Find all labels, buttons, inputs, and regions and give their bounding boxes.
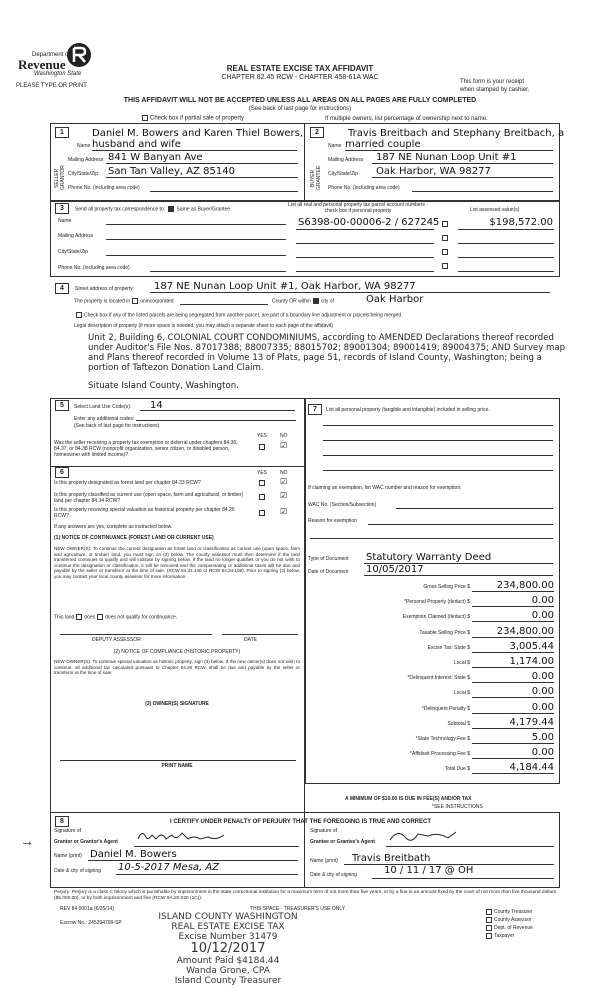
section-4-number: 4 (55, 283, 69, 294)
s5-yes-checkbox[interactable] (259, 444, 265, 450)
tax-row-label: *Delinquent Interest: State $ (407, 675, 470, 681)
doc-type: Statutory Warranty Deed (366, 552, 492, 563)
segregated-row: Check box if any of the listed parcels are being segregated from another parcel, are part of a boundary line adjustment or parcels being merged. (74, 312, 403, 318)
copy-cb-taxpayer[interactable] (486, 933, 492, 939)
escrow-number: 245394799-SP (88, 920, 122, 926)
continuance-row: This land does does not qualify for continuance. (54, 614, 178, 621)
seller-signature (136, 827, 226, 845)
personal-property-label: List all personal property (tangible and intangible) included in selling price. (326, 407, 490, 413)
print-name-label: PRINT NAME (161, 763, 193, 769)
seller-date-label: Date & city of signing (54, 868, 101, 874)
agency-line1: Department of (32, 52, 71, 58)
tax-row-label: Exemption Claimed (deduct) $ (402, 614, 470, 620)
section-6-number: 6 (55, 467, 69, 478)
tax-row-value: 4,184.44 (509, 762, 554, 773)
value-header: List assessed value(s) (470, 207, 520, 213)
seller-phone-label: Phone No. (including area code) (68, 185, 140, 191)
seller-address: 841 W Banyan Ave (108, 152, 203, 163)
s6-q2-no[interactable]: ☑ (280, 491, 288, 500)
tax-row-label: Excise Tax: State $ (427, 645, 470, 651)
partial-sale-row: Check box if partial sale of property (140, 115, 244, 122)
seller-city: San Tan Valley, AZ 85140 (108, 166, 235, 177)
doc-type-label: Type of Document (308, 556, 349, 562)
warning-text: THIS AFFIDAVIT WILL NOT BE ACCEPTED UNLESS ALL AREAS ON ALL PAGES ARE FULLY COMPLETED (123, 97, 477, 104)
segregated-checkbox[interactable] (76, 312, 82, 318)
s3-phone-label: Phone No. (including area code) (58, 265, 130, 271)
seller-city-label: City/State/Zip (68, 171, 99, 177)
treasurer-use-only: THIS SPACE - TREASURER'S USE ONLY (250, 906, 346, 912)
tax-row-value: 234,800.00 (496, 626, 554, 637)
parcel-cb-3[interactable] (442, 249, 448, 255)
reason-label: Reason for exemption (308, 518, 357, 524)
seller-date-city: 10-5-2017 Mesa, AZ (118, 862, 220, 873)
within-row: County OR within city of (272, 298, 334, 305)
section-3-number: 3 (55, 203, 69, 214)
tax-row-label: Total Due $ (444, 766, 470, 772)
located-row: The property is located in unincorporated (74, 298, 174, 305)
property-city: Oak Harbor (366, 294, 424, 305)
buyer-sig-label1: Signature of (310, 828, 337, 834)
seller-side-label: SELLER GRANTOR (54, 165, 66, 191)
s5-no-header: NO (280, 433, 288, 439)
buyer-name-line2: married couple (345, 139, 421, 150)
s6-q1-yes[interactable] (259, 480, 265, 486)
doc-date: 10/05/2017 (366, 564, 424, 575)
land-use-code: 14 (150, 400, 163, 411)
s6-q3: Is this property receiving special valuation as historical property per chapter 84.26 RCW? (54, 507, 235, 519)
s6-q1: Is this property designated as forest land per chapter 84.33 RCW? (54, 480, 201, 486)
certify-statement: I CERTIFY UNDER PENALTY OF PERJURY THAT THE FOREGOING IS TRUE AND CORRECT (170, 819, 432, 825)
tax-row-value: 0.00 (531, 686, 554, 697)
agency-line2: Revenue (18, 57, 66, 72)
s6-q2-yes[interactable] (259, 494, 265, 500)
tax-row-value: 234,800.00 (496, 580, 554, 591)
seller-sig-label1: Signature of (54, 828, 81, 834)
buyer-city-label: City/State/Zip (328, 171, 359, 177)
s6-q2: Is this property classified as current use (open space, farm and agricultural, or timber) land per chapter 84.34 RCW? (54, 492, 244, 504)
tax-row-value: 0.00 (531, 595, 554, 606)
wac-label: WAC No. (Section/Subsection) (308, 502, 377, 508)
notice2-title: (2) NOTICE OF COMPLIANCE (HISTORIC PROPERTY) (113, 649, 241, 655)
tax-row-value: 0.00 (531, 610, 554, 621)
tax-row-label: Local $ (453, 660, 470, 666)
form-chapter: CHAPTER 82.45 RCW - CHAPTER 458-61A WAC (221, 74, 379, 81)
section-1-number: 1 (55, 127, 69, 138)
copy-distribution: County Treasurer County Assessor Dept. of Revenue Taxpayer (484, 908, 533, 940)
parcel-number: S6398-00-00006-2 / 627245 (298, 217, 440, 228)
tax-row-value: 1,174.00 (509, 656, 554, 667)
tax-row-label: *Personal Property (deduct) $ (404, 599, 470, 605)
if-yes-note: If any answers are yes, complete as instructed below. (54, 524, 173, 530)
section-2-number: 2 (310, 127, 324, 138)
unincorporated-checkbox[interactable] (132, 298, 138, 304)
type-note: PLEASE TYPE OR PRINT (16, 83, 87, 89)
seller-address-label: Mailing Address (68, 157, 104, 163)
doc-date-label: Date of Document (308, 569, 349, 575)
form-title: REAL ESTATE EXCISE TAX AFFIDAVIT (226, 64, 374, 73)
s3-city-label: City/State/Zip (58, 249, 89, 255)
section-7-number: 7 (308, 404, 322, 415)
buyer-date-label: Date & city of signing (310, 872, 357, 878)
exemption-question: Was the seller receiving a property tax exemption or deferral under chapters 84.36, 84.37, or 84.38 RCW (nonprofit organization, senior citizen, or disabled person, homeowner with limited income)? (54, 440, 238, 458)
receipt-note2: when stamped by cashier. (460, 87, 530, 93)
tax-row-label: Gross Selling Price $ (423, 584, 470, 590)
section-8-number: 8 (55, 816, 69, 827)
s3-address-label: Mailing Address (58, 233, 94, 239)
s6-no-header: NO (280, 470, 288, 476)
s3-name-label: Name (58, 218, 72, 224)
tax-row-label: Local $ (453, 690, 470, 696)
seller-print-name: Daniel M. Bowers (90, 849, 177, 860)
tax-row-value: 3,005.44 (509, 641, 554, 652)
notice2-text: NEW OWNER(S): To continue special valuation as historic property, sign (3) below. If the new owner(s) does not wish to continue, all additional tax calculated pursuant to Chapter 84.26 RCW, shall be due and payable by the seller or transferor at the time of sale. (54, 659, 300, 676)
buyer-date-city: 10 / 11 / 17 @ OH (384, 865, 474, 876)
deputy-assessor-label: DEPUTY ASSESSOR (92, 637, 141, 643)
additional-codes-label: Enter any additional codes: (74, 416, 135, 422)
copy-cb-dor[interactable] (486, 925, 492, 931)
same-as-buyer-checkbox[interactable] (168, 206, 174, 212)
buyer-city: Oak Harbor, WA 98277 (376, 166, 491, 177)
receipt-note1: This form is your receipt (460, 79, 525, 85)
copy-cb-treasurer[interactable] (486, 909, 492, 915)
legal-label: Legal description of property (if more space is needed, you may attach a separate sheet to each page of the affidavit) (74, 323, 333, 329)
tax-row-label: Taxable Selling Price $ (419, 630, 470, 636)
arrow-icon: → (20, 833, 34, 849)
city-checkbox[interactable] (313, 298, 319, 304)
seller-name-print-label: Name (print) (54, 853, 82, 859)
additional-codes-note: (See back of last page for instructions) (74, 423, 160, 429)
parcel-cb-2[interactable] (442, 235, 448, 241)
perjury-note: Perjury: Perjury is a class C felony which is punishable by imprisonment in the state correctional institution for a maximum term of not more than five years, or by a fine in an amount fixed by the court of not more than five thousand dollars ($5,000.00), or by both imprisonment and fine (RCW 9A.20.020 (1C)). (54, 890, 557, 901)
notice1-title: (1) NOTICE OF CONTINUANCE (FOREST LAND OR CURRENT USE) (54, 535, 214, 541)
buyer-name-print-label: Name (print) (310, 858, 338, 864)
notice1-text: NEW OWNER(S): To continue the current designation as forest land or classification as current use (open space, farm and agriculture, or timber) land, you must sign on (3) below. The county assessor must then determine if the land transferred continues to qualify and will indicate by signing below. If the land no longer qualifies or you do not wish to continue the designation or classification, it will be removed and the compensating or additional taxes will be due and payable by the seller or transferor at the time of sale. (RCW 84.33.140 or RCW 84.34.108). Prior to signing (3) below, you may contact your local county assessor for more information. (54, 546, 300, 579)
minimum-note: A MINIMUM OF $10.00 IS DUE IN FEE(S) AND/OR TAX (345, 796, 472, 802)
s6-yes-header: YES (257, 470, 268, 476)
buyer-signature (388, 826, 458, 846)
buyer-name-label: Name (328, 143, 342, 149)
treasurer-stamp: ISLAND COUNTY WASHINGTON REAL ESTATE EXCISE TAX Excise Number 31479 10/12/2017 Amount Paid $4184.44 Wanda Grone, CPA Island County Treasurer (158, 912, 298, 986)
tax-row-label: *State Technology Fee $ (415, 736, 470, 742)
see-back-note: (See back of last page for instructions) (248, 106, 352, 112)
escrow-row: Escrow No.: 245394799-SP (60, 920, 122, 926)
s5-yes-header: YES (257, 433, 268, 439)
tax-row-value: 4,179.44 (509, 717, 554, 728)
tax-row-value: 0.00 (531, 747, 554, 758)
does-checkbox[interactable] (76, 614, 82, 620)
tax-row-value: 0.00 (531, 671, 554, 682)
tax-row-value: 5.00 (531, 732, 554, 743)
agency-line3: Washington State (34, 71, 82, 77)
buyer-sig-label2: Grantee or Grantee's Agent (310, 839, 375, 845)
legal-description: Unit 2, Building 6, COLONIAL COURT CONDOMINIUMS, according to AMENDED Declarations thereof recorded under Auditor's File Nos. 87017388; 88007335; 88015702; 89001304; 89001419; 89004375; AND Survey map and Plans thereof recorded in Volume 13 of Plats, page 51, records of Island County, Washington; being a portion of Taftezon Donation Land Claim. Situate Island County, Washington. (88, 333, 566, 391)
rev-number: REV 84 0001a (6/25/14) (60, 906, 114, 912)
buyer-address-label: Mailing Address (328, 157, 364, 163)
street-address: 187 NE Nunan Loop Unit #1, Oak Harbor, WA 98277 (154, 281, 416, 292)
parcel-cb-1[interactable] (442, 221, 448, 227)
send-correspondence: Send all property tax correspondence to: Same as Buyer/Grantee (75, 206, 231, 213)
buyer-name-line1: Travis Breitbach and Stephany Breitbach, a (348, 128, 565, 139)
section-5-number: 5 (55, 400, 69, 411)
seller-sig-label2: Grantor or Grantor's Agent (54, 839, 118, 845)
does-not-checkbox[interactable] (97, 614, 103, 620)
assessed-value: $198,572.00 (489, 217, 553, 228)
partial-sale-checkbox[interactable] (142, 115, 148, 121)
buyer-address: 187 NE Nunan Loop Unit #1 (376, 152, 517, 163)
parcel-cb-4[interactable] (442, 263, 448, 269)
s6-q1-no[interactable]: ☑ (280, 477, 288, 486)
seller-name-line2: husband and wife (92, 139, 181, 150)
tax-row-label: *Delinquent Penalty $ (421, 706, 470, 712)
buyer-print-name: Travis Breitbath (352, 853, 431, 864)
buyer-side-label: BUYER GRANTEE (310, 165, 322, 191)
claiming-exemption-label: If claiming an exemption, list WAC number and reason for exemption: (308, 485, 462, 491)
parcel-header: List all real and personal property tax parcel account numbers - check box if personal property (288, 202, 428, 214)
copy-cb-assessor[interactable] (486, 917, 492, 923)
s5-no-checkbox[interactable]: ☑ (280, 441, 288, 450)
tax-row-label: Subtotal $ (447, 721, 470, 727)
land-use-label: Select Land Use Code(s): (74, 404, 132, 410)
seller-name-label: Name (77, 143, 91, 149)
s6-q3-no[interactable]: ☑ (280, 507, 288, 516)
dor-logo (14, 44, 94, 80)
tax-row-label: *Affidavit Processing Fee $ (410, 751, 470, 757)
seller-name-line1: Daniel M. Bowers and Karen Thiel Bowers, (92, 128, 304, 139)
deputy-date-label: DATE (244, 637, 257, 643)
s6-q3-yes[interactable] (259, 510, 265, 516)
buyer-phone-label: Phone No. (including area code) (328, 185, 400, 191)
street-label: Street address of property: (75, 286, 135, 292)
see-instructions-note: *SEE INSTRUCTIONS (432, 804, 483, 810)
tax-row-value: 0.00 (531, 702, 554, 713)
multi-owner-note: If multiple owners, list percentage of ownership next to name. (325, 116, 488, 122)
owner-signature-label: (3) OWNER(S) SIGNATURE (145, 701, 209, 707)
